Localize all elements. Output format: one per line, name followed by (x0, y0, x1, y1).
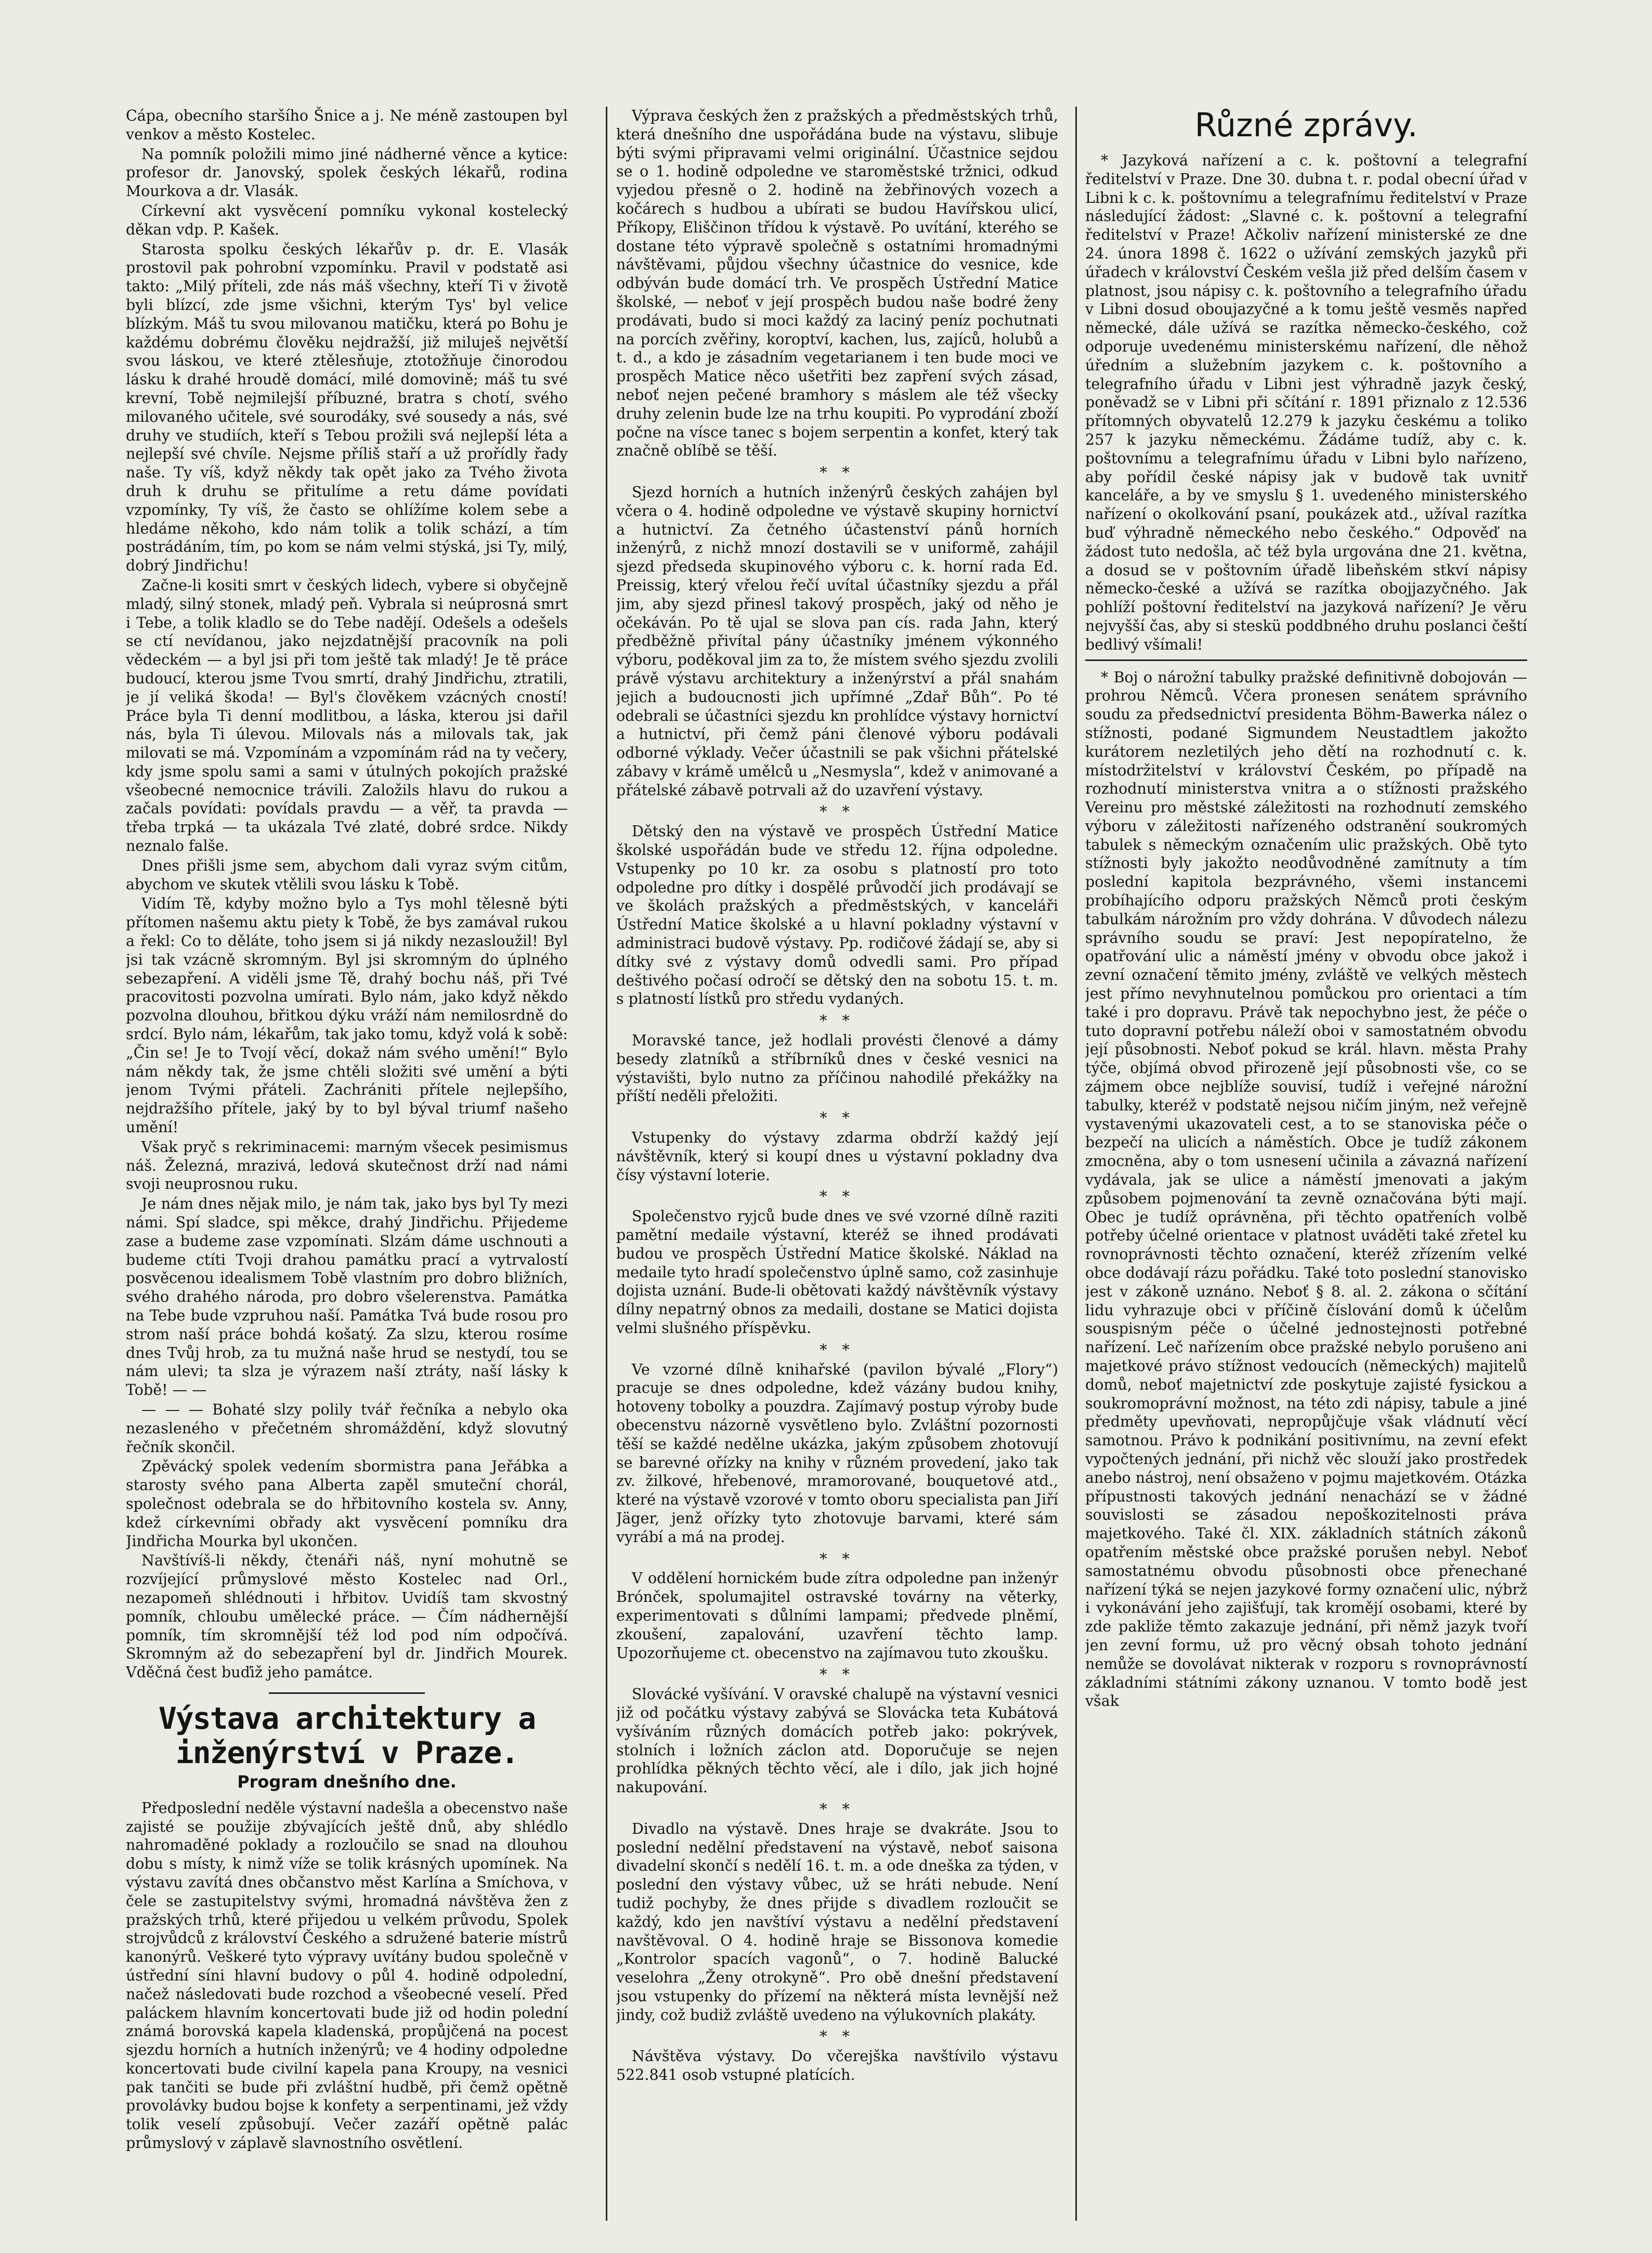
paragraph: Začne-li kositi smrt v českých lidech, vybere si obyčejně mladý, silný stonek, mladý peň. Vybrala si neúprosná smrt i Tebe, a tolik kladlo se do Tebe nadějí. Odešels a odešels se ctí nevídanou, jako nejzdatnější pracovník na poli vědeckém — a byl jsi při tom ještě tak mladý! Je tě práce budoucí, kterou jsme Tvou smrtí, drahý Jindřichu, ztratili, je jí veliká škoda! — Byl's člověkem vzácných cností! Práce byla Ti denní modlitbou, a láska, kterou jsi dařil nás, byla Ti úlevou. Milovals nás a milovals tak, jak milovati se má. Vzpomínám a vzpomínám rád na ty večery, kdy jsme spolu sami a sami v útulných pokojích pražské všeobecné nemocnice trávili. Založils hlavu do rukou a začals povídati: povídals pravdu — a věř, ta pravda — třeba trpká — ta ukázala Tvé zlaté, dobré srdce. Nikdy neznalo falše. (126, 576, 568, 855)
paragraph: Ve vzorné dílně knihařské (pavilon bývalé „Flory“) pracuje se dnes odpoledne, kdež vázány budou knihy, hotoveny tobolky a pouzdra. Zajímavý postup výroby bude obecenstvu názorně vysvětleno bylo. Zvláštní pozornosti těší se každé nedělne ukázka, jakým způsobem zhotovují se barevné ořízky na knihy v různém provedení, jako tak zv. žilkové, hřebenové, mramorované, bouquetové atd., které na výstavě vzorové v tomto oboru specialista pan Jiří Jäger, jenž ořízky tyto zhotovuje barvami, které sám vyrábí a má na prodej. (616, 1361, 1058, 1546)
column-divider (606, 107, 607, 2221)
paragraph: Však pryč s rekriminacemi: marným všecek pesimismus náš. Železná, mrazivá, ledová skutečnost drží nad námi svoji neuprosnou ruku. (126, 1138, 568, 1193)
section-header: Různé zprávy. (1194, 107, 1418, 144)
paragraph: Cápa, obecního staršího Šnice a j. Ne méně zastoupen byl venkov a město Kostelec. (126, 107, 568, 143)
paragraph: Církevní akt vysvěcení pomníku vykonal kostelecký děkan vdp. P. Kašek. (126, 202, 568, 238)
separator-stars: * * (820, 1188, 855, 1206)
separator-stars: * * (820, 1550, 855, 1568)
paragraph: Slovácké vyšívání. V oravské chalupě na výstavní vesnici již od počátku výstavy zabývá se Slovácka teta Kubátová vyšíváním různých domácích potřeb jako: pokrývek, stolních i ložních záclon atd. Doporučuje se nejen prohlídka pěkných těchto věcí, ale i dílo, jak jich hojné nakupování. (616, 1686, 1058, 1796)
column-1 (126, 107, 568, 2218)
separator-stars: * * (820, 1341, 855, 1358)
paragraph: — — — Bohaté slzy polily tvář řečníka a nebylo oka nezasleného v přečetném shromáždění, když slovutný řečník skončil. (126, 1401, 568, 1456)
paragraph: Návštěva výstavy. Do včerejška navštívilo výstavu 522.841 osob vstupné platících. (616, 2048, 1058, 2084)
paragraph: Divadlo na výstavě. Dnes hraje se dvakráte. Jsou to poslední nedělní představení na výstavě, neboť saisona divadelní skončí s nedělí 16. t. m. a ode dneška za týden, v poslední den výstavy vůbec, už se hráti nebude. Není tudiž pochyby, že dnes přijde s divadlem rozloučit se každý, kdo jen navštíví výstavu a nedělní představení navštěvoval. O 4. hodině hraje se Bissonova komedie „Kontrolor spacích vagonů“, o 7. hodině Balucké veselohra „Ženy otrokyně“. Pro obě dnešní představení jsou vstupenky do přízemí na některá místa levnější než jindy, což budiž zvláště uvedeno na výlukovních plakáty. (616, 1820, 1058, 2024)
paragraph: Moravské tance, jež hodlali provésti členové a dámy besedy zlatníků a stříbrníků dnes v české vesnici na výstavišti, bylo nutno za příčinou nahodilé překážky na příští neděli přeložiti. (616, 1032, 1058, 1105)
paragraph: Starosta spolku českých lékařův p. dr. E. Vlasák prostovil pak pohrobní vzpomínku. Pravil v podstatě asi takto: „Milý příteli, zde nás máš všechny, kteří Ti v životě byli blízcí, zde jsme všichni, kterým Tys' byl velice blízkým. Máš tu svou milovanou matičku, která po Bohu je každému dobrému člověku nejdražší, již miluješ největší svou láskou, ve které ztělesňuje, ztotožňuje činorodou lásku k drahé hroudě domácí, milé domovině; máš tu své krevní, Tobě nejmilejší příbuzné, bratra s chotí, svého milovaného učitele, své sourodáky, své sousedy a nás, své druhy ve studiích, kteří s Tebou prožili svá nejlepší léta a nejlepší své chvíle. Nejsme příliš staří a už prořídly řady naše. Ty víš, když někdy tak opět jako za Tvého života druh k druhu se přitulíme a retu dáme povídati vzpomínky, Ty víš, že často se ohlížíme kolem sebe a hledáme někoho, kdo nám tolik a tolik schází, a tím postrádáním, tím, po kom se nám velmi stýská, jsi Ty, milý, dobrý Jindřichu! (126, 240, 568, 575)
paragraph: Dnes přišli jsme sem, abychom dali vyraz svým citům, abychom ve skutek vtělili svou lásku k Tobě. (126, 857, 568, 893)
paragraph: Společenstvo ryjců bude dnes ve své vzorné dílně raziti pamětní medaile výstavní, kteréž se ihned prodávati budou ve prospěch Ústřední Matice školské. Náklad na medaile tyto hradí společenstvo úplně samo, což zasinhuje dojista uznání. Bude-li obětovati každý návštěvník výstavy dílny nepatrný obnos za medaili, dostane se Matici dojista velmi slušného příspěvku. (616, 1208, 1058, 1337)
section-subtitle: Program dnešního dne. (237, 1771, 457, 1792)
section-divider (269, 1692, 425, 1694)
paragraph: Sjezd horních a hutních inženýrů českých zahájen byl včera o 4. hodině odpoledne ve výstavě skupiny hornictví a hutnictví. Za četného účastenství pánů horních inženýrů, z nichž mnozí dostavili se v uniformě, zahájil sjezd předseda skupinového výboru c. k. horní rada Ed. Preissig, který vřelou řečí uvítal účastníky sjezdu a přál jim, aby sjezd přinesl takový prospěch, jaký od něho je očekáván. Po tě ujal se slova pan cís. rada Jahn, který předběžně přivítal pány účastníky jménem výkonného výboru, poděkoval jim za to, že místem svého sjezdu zvolili právě výstavu architektury a inženýrství a přál snahám jejich a budoucnosti jich upřímné „Zdař Bůh“. Po té odebrali se účastníci sjezdu kn prohlídce výstavy hornictví a hutnictví, při čemž páni členové výboru podávali odborné výklady. Večer účastnili se pak všichni přátelské zábavy v krámě umělců u „Nesmysla“, kdež v animované a přátelské zábavě potrvali až do uzavření výstavy. (616, 483, 1058, 799)
paragraph: Navštívíš-li někdy, čtenáři náš, nyní mohutně se rozvíjející průmyslové město Kostelec nad Orl., nezapomeň shlédnouti i hřbitov. Uvidíš tam skvostný pomník, chloubu umělecké práce. — Čím nádhernější pomník, tím skromnější též lod pod ním odpočívá. Skromným až do sebezapření byl dr. Jindřich Mourek. Vděčná čest buďiž jeho památce. (126, 1552, 568, 1681)
paragraph: V oddělení hornickém bude zítra odpoledne pan inženýr Brónček, spolumajitel ostravské továrny na věterky, experimentovati s důlními lampami; předvede plněmí, zkoušení, zapalování, uzavření těchto lamp. Upozorňujeme ct. obecenstvo na zajímavou tuto zkoušku. (616, 1570, 1058, 1662)
separator-stars: * * (820, 2028, 855, 2045)
paragraph: * Boj o nárožní tabulky pražské definitivně dobojován — prohrou Němců. Včera pronesen senátem správního soudu za předsednictví presidenta Böhm-Bawerka nález o stížnosti, podané Sigmundem Neustadtlem jakožto kurátorem nezletilých jeho dětí na rozhodnutí c. k. místodržitelství v království Českém, po případě na rozhodnutí ministerstva vnitra a o stížnosti pražského Vereinu pro městské záležitosti na rozhodnutí zemského výboru v záležitosti nařízeného odstranění soukromých tabulek s německým označením ulic pražských. Obě tyto stížnosti byly jakožto neodůvodněné zamítnuty a tím poslední kapitola bezprávného, všemi instancemi probíhajícího odporu pražských Němců proti českým tabulkám nárožním pro vždy dohrána. V důvodech nálezu správního soudu se praví: Jest nepopíratelno, že opatřování ulic a náměstí jmény v obvodu obce jakož i zevní označení těmito jmény, zvláště ve velkých městech jest přímo nevyhnutelnou pomůckou pro orientaci a tím také i pro dopravu. Právě tak nepochybno jest, že péče o tuto dopravní potřebu náleží oboi v samostatném obvodu její působnosti. Neboť pokud se král. hlavn. města Prahy týče, objímá obvod přirozeně její působnosti vše, co se zájmem obce nejblíže souvisí, tudíž i veřejné nárožní tabulky, kteréž v podstatě nejsou ničím jiným, než veřejně vystavenými ukazovateli cest, a to se stanoviska péče o bezpečí na ulicích a náměstích. Obce je tudíž zákonem zmocněna, aby o tom usnesení učinila a závazná nařízení vydávala, jak se ulice a náměstí jmenovati a jakým způsobem pojmenování ta zevně označována býti mají. Obec je tudíž oprávněna, při těchto opatřeních volbě potřeby účelné orientace v platnost uváděti také zřetel ku rovnoprávnosti těchto označení, kteréž zřízením velké obce dodávají rázu pořádku. Také toto poslední stanovisko jest v zákoně uznáno. Neboť § 8. al. 2. zákona o sčítání lidu vyhrazuje obci v příčině číslování domů k účelům souspisným péče o účelné jednostejnosti potřebné nařízení. Leč nařízením obce pražské nebylo porušeno ani majetkové právo stížnost vedoucích (německých) majitelů domů, neboť majetnictví zde poskytuje zajisté fysickou a soukromoprávní možnost, na této zdi nápisy, tabule a jiné předměty upevňovati, nepropůjčuje však vládnutí věcí samotnou. Právo k podnikání positivnímu, na zevní efekt vypočtených jednání, při nichž věc slouží jako prostředek anebo nástroj, není obsaženo v pojmu majetkovém. Otázka přípustnosti takových jednání nenachází se v žádné souvislosti se zásadou nepoškozitelnosti práva majetkového. Také čl. XIX. základních státních zákonů opatřením městské obce pražské porušen nebyl. Neboť samostatnému obvodu působnosti obce přenechané nařízení týká se nejen jazykové formy označení ulic, nýbrž i vykonávání jeho zajišťují, tak kromějí osobami, které by zde pakliže těmto zakazuje jednání, při němž jazyk tvoří jen zevní formu, už pro věcný obsah tohoto jednání nemůže se dovolávat nikterak v rozporu s rovnoprávností základními státními zákony uznanou. V tomto bodě jest však (1085, 668, 1527, 1710)
separator-stars: * * (820, 803, 855, 821)
separator-stars: * * (820, 1109, 855, 1127)
separator-stars: * * (820, 1012, 855, 1030)
paragraph: Předposlední neděle výstavní nadešla a obecenstvo naše zajisté se použije zbývajících ještě dnů, aby shlédlo nahromaděné poklady a rozloučilo se snad na dlouhou dobu s místy, k nimž víže se tolik krásných upomínek. Na výstavu zavítá dnes občanstvo měst Karlína a Smíchova, v čele se zastupitelstvy svými, hromadná návštěva žen z pražských trhů, které přijedou u velkém průvodu, Spolek strojvůdců z království Českého a sdružené baterie místrů kanonýrů. Veškeré tyto výpravy uvítány budou společně v ústřední síni hlavní budovy o půl 4. hodině odpolední, načež následovati bude rozchod a všeobecné veselí. Před paláckem hlavním koncertovati bude již od hodin polední známá borovská kapela kladenská, propůjčená na pocest sjezdu horních a hutních inženýrů; ve 4 hodiny odpoledne koncertovati bude civilní kapela pana Kroupy, na vesnici pak tančiti se bude při zvláštní hudbě, při čemž opětně provolávky budou bojse k konfety a serpentinami, jež vždy tolik veselí způsobují. Večer zazáří opětně palác průmyslový v záplavě slavnostního osvětlení. (126, 1799, 568, 2152)
paragraph: Výprava českých žen z pražských a předměstských trhů, která dnešního dne uspořádána bude na výstavu, slibuje býti svými připravami velmi originální. Účastnice sejdou se o 1. hodině odpoledne ve staroměstské tržnici, odkud vyjedou přesně o 2. hodině na žebřinových vozech a kočárech s hudbou a ubírati se budou Havířskou ulicí, Příkopy, Eliščinon třídou k výstavě. Po uvítání, kterého se dostane této výpravě společně s ostatními hromadnými návštěvami, půjdou všechny účastnice do vesnice, kde odbýván bude domácí trh. Ve prospěch Ústřední Matice školské, — neboť v její prospěch budou naše bodré ženy prodávati, budo si moci každý za laciný peníz pochutnati na porcích zvěřiny, koroptví, kachen, lus, zajíců, holubů a t. d., a kdo je zásadním vegetarianem i ten bude moci ve prospěch Matice něco ušetřiti bez zapření svých zásad, neboť nejen pečené bramhory s máslem ale též všecky druhy zelenin bude lze na trhu koupiti. Po vyprodání zboží počne na vísce tanec s bojem serpentin a konfet, který tak značně oblíbě se těší. (616, 107, 1058, 460)
paragraph: * Jazyková nařízení a c. k. poštovní a telegrafní ředitelství v Praze. Dne 30. dubna t. r. podal obecní úřad v Libni k c. k. poštovnímu a telegrafnímu ředitelství v Praze následující žádost: „Slavné c. k. poštovní a telegrafní ředitelství v Praze! Ačkoliv nařízení ministerské ze dne 24. února 1898 č. 1622 o užívání zemských jazyků při úřadech v království Českém vešla již před delším časem v platnost, jsou nápisy c. k. poštovního a telegrafního úřadu v Libni dosud oboujazyčné a k tomu ještě vesměs napřed německé, dále užívá se razítka německo-českého, což odporuje uvedenému ministerskému nařízení, dle něhož úředním a služebním jazykem c. k. poštovního a telegrafního úřadu v Libni jest výhradně jazyk český, poněvadž se v Libni při sčítání r. 1891 přiznalo z 12.536 přítomných obyvatelů 12.279 k jazyku českému a toliko 257 k jazyku německému. Žádáme tudíž, aby c. k. poštovnímu a telegrafnímu úřadu v Libni bylo nařízeno, aby pořídil české nápisy jak v budově tak uvnitř kanceláře, a by ve smyslu § 1. uvedeného ministerského nařízení o okolkování psaní, poukázek atd., užíval razítka buď výhradně německého nebo českého.“ Odpověď na žádost tuto nedošla, ač též byla urgována dne 21. května, a dosud se v poštovním úřadě libeňském stkví nápisy německo-české a užívá se razítka obojjazyčného. Jak pohlíží poštovní ředitelství na jazyková nařízení? Je věru nejvyšší čas, aby si steskü poddbného druhu poslanci čeští bedlivý všímali! (1085, 152, 1527, 653)
paragraph: Dětský den na výstavě ve prospěch Ústřední Matice školské uspořádán bude ve středu 12. října odpoledne. Vstupenky po 10 kr. za osobu s platností pro toto odpoledne pro dítky i dospělé průvodčí jich prodávají se ve školách pražských a předměstských, v kanceláři Ústřední Matice školské a u hlavní pokladny výstavní v administraci budově výstavy. Pp. rodičové žádají se, aby si dítky své z výstavy domů odvedli sami. Pro případ deštivého počasí odročí se dětský den na sobotu 15. t. m. s platností lístků pro středu vydaných. (616, 823, 1058, 1008)
paragraph: Je nám dnes nějak milo, je nám tak, jako bys byl Ty mezi námi. Spí sladce, spi měkce, drahý Jindřichu. Přijedeme zase a budeme zase vzpomínati. Slzám dáme uschnouti a budeme ctíti Tvoji drahou památku prací a vytrvalostí posvěcenou idealismem Tobě vlastním pro dobro bližních, svého drahého národa, pro dobro všelerenstva. Památka na Tebe bude vzpruhou naší. Památka Tvá bude rosou pro strom naší práce bohdá košatý. Za slzu, kterou rosíme dnes Tvůj hrob, za tu mužná naše hrud se nestydí, tou se nám ulevi; ta slza je výrazem naší ztráty, naší lásky k Tobě! — — (126, 1195, 568, 1399)
paragraph: Vidím Tě, kdyby možno bylo a Tys mohl tělesně býti přítomen našemu aktu piety k Tobě, že bys zamával rukou a řekl: Co to děláte, toho jsem si já nikdy nezasloužil! Byl jsi tak vzácně skromným. Byl jsi skromným do úplného sebezapření. A viděli jsme Tě, drahý bochu náš, při Tvé pracovitosti pozvolna umírati. Bylo nám, jako když někdo pozvolna dlouhou, břitkou dýku vráží nám nemilosrdně do srdcí. Bylo nám, lékařům, tak jako tomu, když volá k sobě: „Čin se! Je to Tvojí věcí, dokaž nám svého umění!“ Bylo nám někdy tak, že jsme chtěli složiti své umění a býti jenom Tvými přáteli. Zachrániti přítele nejlepšího, nejdražšího přítele, jaký by to byl býval triumf našeho umění! (126, 895, 568, 1136)
paragraph: Zpěvácký spolek vedením sbormistra pana Jeřábka a starosty svého pana Alberta zapěl smuteční chorál, společnost odebrala se do hřbitovního kostela sv. Anny, kdež církevními obřady akt vysvěcení pomníku dra Jindřicha Mourka byl ukončen. (126, 1458, 568, 1550)
separator-stars: * * (820, 1800, 855, 1818)
section-divider (1085, 659, 1527, 661)
column-divider (1075, 107, 1077, 2221)
paragraph: Vstupenky do výstavy zdarma obdrží každý její návštěvník, který si koupí dnes u výstavní pokladny dva čísy výstavní loterie. (616, 1129, 1058, 1184)
section-title: Výstava architektury a inženýrství v Praze. (158, 1700, 536, 1770)
column-2 (616, 107, 1058, 2218)
column-3 (1085, 107, 1527, 2218)
separator-stars: * * (820, 464, 855, 482)
separator-stars: * * (820, 1666, 855, 1684)
paragraph: Na pomník položili mimo jiné nádherné věnce a kytice: profesor dr. Janovský, spolek českých lékařů, rodina Mourkova a dr. Vlasák. (126, 145, 568, 200)
